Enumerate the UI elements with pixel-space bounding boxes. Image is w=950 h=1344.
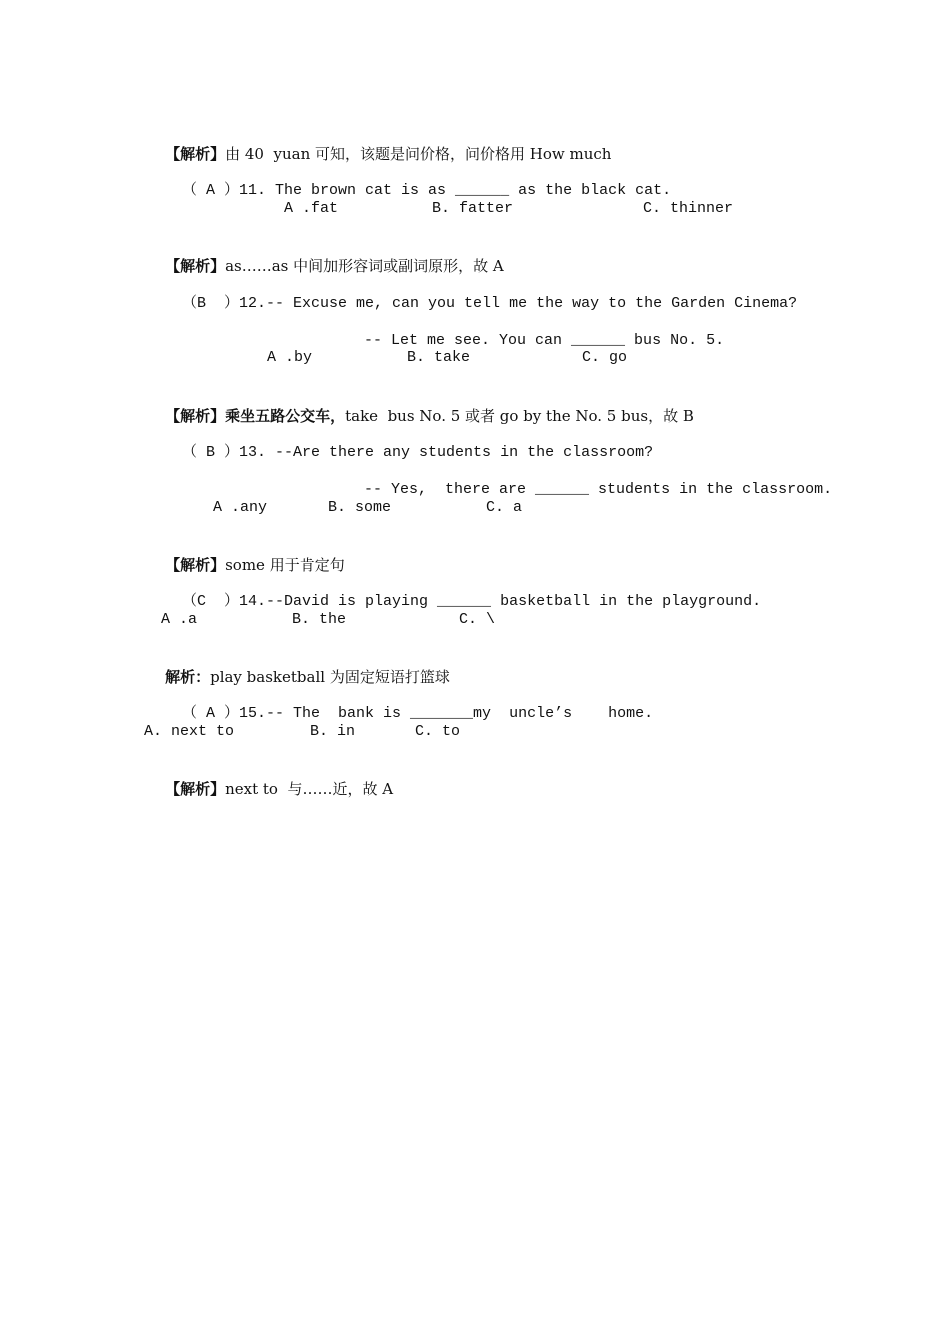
- question-12: [146, 274, 798, 312]
- analysis-label: 【解析】: [165, 780, 226, 798]
- option-a: A .any: [213, 499, 268, 516]
- option-c: C. thinner: [643, 200, 734, 217]
- question-text: -- Let me see. You can ______ bus No. 5.: [364, 332, 725, 349]
- analysis-label: 解析：: [165, 668, 211, 686]
- analysis-label: 【解析】: [165, 556, 226, 574]
- question-text: （ A ）15.-- The bank is _______my uncle’s home.: [182, 705, 654, 722]
- analysis-line-13: [146, 535, 345, 574]
- options-12: [0, 348, 950, 368]
- option-c: C. to: [415, 723, 461, 740]
- option-a: A .fat: [284, 200, 339, 217]
- options-11: [0, 199, 950, 219]
- analysis-line-15: [146, 759, 394, 798]
- question-13-reply: [328, 460, 833, 498]
- option-c: C. a: [486, 499, 523, 516]
- option-a: A. next to: [144, 723, 235, 740]
- question-text: （C ）14.--David is playing ______ basketball in the playground.: [182, 593, 762, 610]
- analysis-text: some 用于肯定句: [225, 556, 345, 574]
- option-c: C. \: [459, 611, 496, 628]
- question-text: （ B ）13. --Are there any students in the classroom?: [182, 444, 654, 461]
- question-text: （B ）12.-- Excuse me, can you tell me the way to the Garden Cinema?: [182, 295, 798, 312]
- question-13: [146, 423, 654, 461]
- options-14: [0, 610, 950, 630]
- analysis-label: 【解析】乘坐五路公交车，: [165, 407, 346, 425]
- option-b: B. in: [310, 723, 356, 740]
- analysis-text: as……as 中间加形容词或副词原形，故 A: [225, 257, 504, 275]
- question-text: -- Yes, there are ______ students in the classroom.: [364, 481, 833, 498]
- options-13: [0, 498, 950, 518]
- question-15: [146, 684, 654, 722]
- analysis-text: play basketball 为固定短语打篮球: [210, 668, 450, 686]
- analysis-label: 【解析】: [165, 145, 226, 163]
- analysis-line-12: [146, 386, 694, 425]
- analysis-text: 由 40 yuan 可知，该题是问价格，问价格用 How much: [225, 145, 612, 163]
- option-b: B. take: [407, 349, 471, 366]
- question-12-reply: [328, 311, 725, 349]
- option-a: A .a: [161, 611, 198, 628]
- option-c: C. go: [582, 349, 628, 366]
- question-text: （ A ）11. The brown cat is as ______ as the black cat.: [182, 182, 672, 199]
- options-15: [0, 722, 950, 742]
- analysis-line-11: [146, 236, 504, 275]
- option-b: B. some: [328, 499, 392, 516]
- option-b: B. fatter: [432, 200, 514, 217]
- question-11: [146, 161, 672, 199]
- analysis-label: 【解析】: [165, 257, 226, 275]
- option-a: A .by: [267, 349, 313, 366]
- analysis-line-14: [146, 647, 450, 686]
- option-b: B. the: [292, 611, 347, 628]
- analysis-text: take bus No. 5 或者 go by the No. 5 bus，故 B: [345, 407, 694, 425]
- analysis-text: next to 与……近，故 A: [225, 780, 394, 798]
- question-14: [146, 572, 762, 610]
- analysis-line-10: [146, 124, 612, 163]
